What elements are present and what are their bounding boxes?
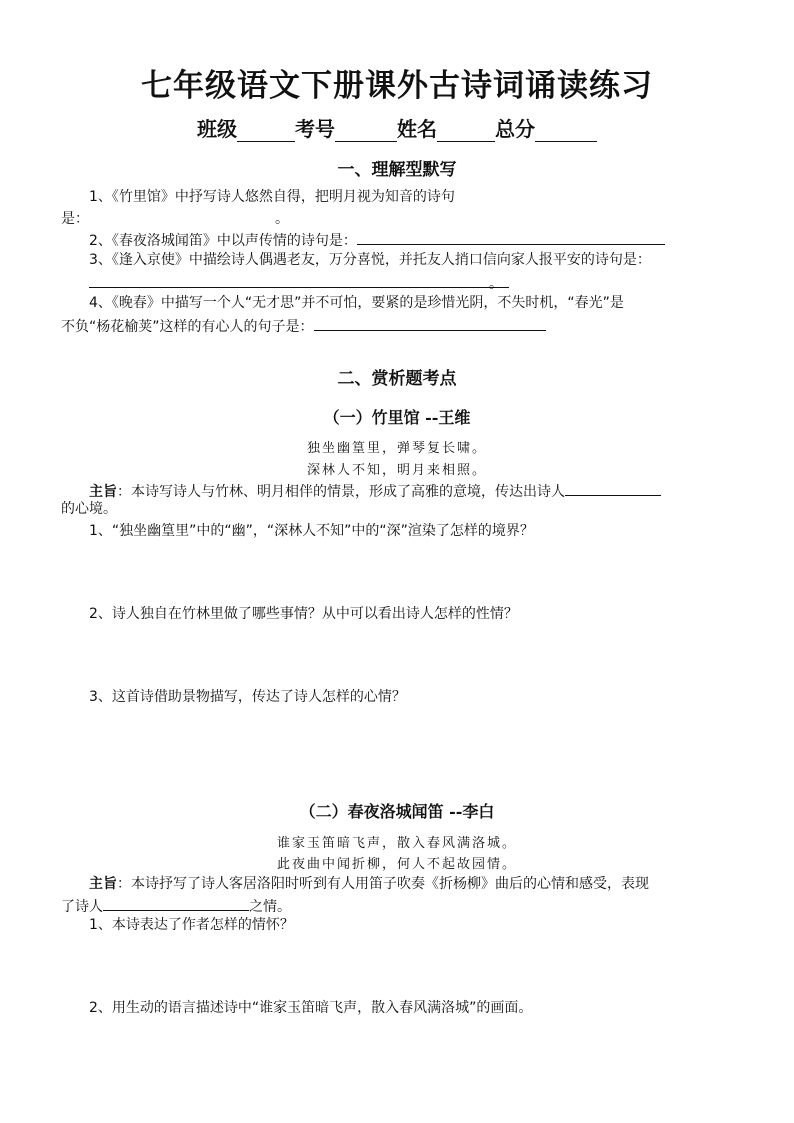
poem-1-theme-line1 [89, 479, 661, 502]
poem-1-theme-line2: 的心境。 [61, 501, 117, 517]
poem-2-heading: （二）春夜洛城闻笛 --李白 [299, 802, 495, 821]
s1-q1-line1: 1、《竹里馆》中抒写诗人悠然自得，把明月视为知音的诗句 [89, 189, 455, 205]
poem-2-theme-blank[interactable] [103, 894, 249, 911]
s1-q2-line [89, 228, 665, 251]
s1-q4-answer-blank[interactable] [314, 314, 546, 331]
exam-no-blank[interactable] [335, 121, 397, 142]
s1-q4-line1: 4、《晚春》中描写一个人“无才思”并不可怕，要紧的是珍惜光阴，不失时机，“春光”是 [89, 295, 624, 311]
s1-q1-period: 。 [275, 211, 289, 227]
poem-2-theme-label: 主旨 [89, 876, 117, 892]
poem-1-line-1: 独坐幽篁里，弹琴复长啸。 [306, 441, 487, 456]
poem-2-line-1: 谁家玉笛暗飞声，散入春风满洛城。 [276, 836, 517, 851]
poem-1-question-1: 1、“独坐幽篁里”中的“幽”，“深林人不知”中的“深”渲染了怎样的境界？ [89, 523, 534, 539]
poem-1-theme-label: 主旨 [89, 484, 117, 500]
name-blank[interactable] [437, 121, 495, 142]
poem-2-theme-prefix: 了诗人 [61, 899, 103, 915]
poem-1-heading: （一）竹里馆 --王维 [323, 408, 471, 427]
exam-no-label: 考号 [295, 117, 335, 141]
s1-q2-text: 2、《春夜洛城闻笛》中以声传情的诗句是： [89, 233, 357, 249]
poem-1-line-2: 深林人不知，明月来相照。 [306, 463, 487, 478]
s1-q4-line2 [61, 314, 546, 337]
student-info-row [0, 113, 794, 142]
s1-q1-line2 [61, 207, 289, 229]
poem-2-line-2: 此夜曲中闻折柳，何人不起故园情。 [276, 857, 517, 872]
poem-2-question-2: 2、用生动的语言描述诗中“谁家玉笛暗飞声，散入春风满洛城”的画面。 [89, 1000, 533, 1016]
s1-q4-text: 不负“杨花榆荚”这样的有心人的句子是： [61, 319, 314, 335]
section-1-heading: 一、理解型默写 [337, 160, 457, 180]
poem-2-theme-line2 [61, 894, 291, 917]
s1-q3-answer-blank[interactable] [89, 271, 509, 288]
poem-2-question-1: 1、本诗表达了作者怎样的情怀？ [89, 917, 294, 933]
poem-1-theme-blank[interactable] [565, 479, 661, 496]
s1-q3-text: 3、《逢入京使》中描绘诗人偶遇老友，万分喜悦，并托友人捎口信向家人报平安的诗句是： [89, 252, 651, 268]
section-2-heading: 二、赏析题考点 [337, 369, 457, 389]
poem-1-question-3: 3、这首诗借助景物描写，传达了诗人怎样的心情？ [89, 689, 406, 705]
score-label: 总分 [495, 117, 535, 141]
poem-1-theme-text: ：本诗写诗人与竹林、明月相伴的情景，形成了高雅的意境，传达出诗人 [117, 484, 565, 500]
poem-2-theme-line1 [89, 874, 649, 894]
s1-q2-answer-blank[interactable] [357, 228, 665, 245]
s1-q3-period: 。 [489, 276, 503, 292]
poem-2-theme-suffix: 之情。 [249, 899, 291, 915]
name-label: 姓名 [397, 117, 437, 141]
class-label: 班级 [197, 117, 237, 141]
s1-q3-line2 [89, 271, 503, 294]
s1-q1-answer-blank[interactable] [89, 207, 275, 223]
s1-q1-prefix: 是： [61, 211, 89, 227]
score-blank[interactable] [535, 121, 597, 142]
poem-1-question-2: 2、诗人独自在竹林里做了哪些事情？从中可以看出诗人怎样的性情？ [89, 606, 518, 622]
page-title: 七年级语文下册课外古诗词诵读练习 [141, 68, 653, 104]
poem-2-theme-text: ：本诗抒写了诗人客居洛阳时听到有人用笛子吹奏《折杨柳》曲后的心情和感受，表现 [117, 876, 649, 892]
class-blank[interactable] [237, 121, 295, 142]
